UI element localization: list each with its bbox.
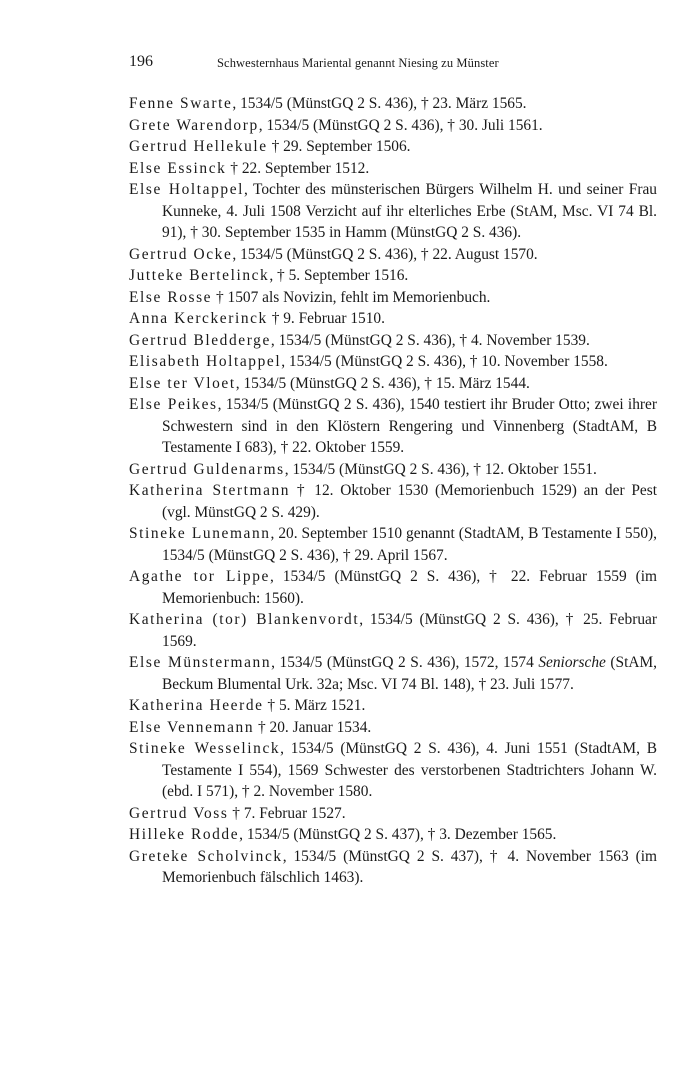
entry-text: † 22. September 1512. [226,159,370,177]
list-item [129,287,657,309]
entry-text: , 1534/5 (MünstGQ 2 S. 436), 4. Juni 1551 (StadtAM, B Testamente I 554), 1569 Schwester des verstorbenen Stadtrichters Johann W. (ebd. I 571), † 2. November 1580. [162,740,657,800]
entry-name: Gertrud Ocke [129,245,233,263]
entry-text: , 1534/5 (MünstGQ 2 S. 436), † 25. Februar 1569. [162,611,657,650]
entry-italic-term: Seniorsche [538,654,606,671]
entry-text: , 1534/5 (MünstGQ 2 S. 436), † 22. Februar 1559 (im Memorienbuch: 1560). [162,568,658,607]
page-header [129,53,569,77]
entry-text: , 1534/5 (MünstGQ 2 S. 436), † 22. August 1570. [232,245,538,263]
list-item [129,480,657,523]
list-item [129,244,657,266]
list-item [129,115,657,137]
entry-name: Else Essinck [129,159,227,177]
list-item [129,523,657,566]
page-number: 196 [129,53,153,70]
entry-name: Agathe tor Lippe [129,568,270,585]
entry-text: , 1534/5 (MünstGQ 2 S. 436), † 4. November 1539. [270,331,590,349]
entry-text: , 1534/5 (MünstGQ 2 S. 437), † 3. Dezember 1565. [239,826,557,843]
entry-name: Gertrud Hellekule [129,138,268,155]
entry-name: Else Vennemann [129,718,255,736]
entry-name: Else Münstermann [129,654,272,671]
entry-name: Katherina Heerde [129,697,264,714]
list-item [129,158,657,180]
entry-text: , 1534/5 (MünstGQ 2 S. 437), † 4. November 1563 (im Memorienbuch fälschlich 1463). [162,847,657,886]
running-title: Schwesternhaus Mariental genannt Niesing zu Münster [217,56,499,70]
entry-text: † 7. Februar 1527. [228,804,346,822]
entry-name: Gertrud Voss [129,804,229,822]
list-item [129,394,657,459]
entry-name: Else Peikes [129,396,218,413]
list-item [129,459,657,481]
entry-name: Gertrud Bledderge [129,331,271,349]
list-item [129,803,657,825]
entry-name: Stineke Lunemann [129,525,271,542]
entry-name: Stineke Wesselinck [129,740,281,757]
entry-name: Greteke Scholvinck [129,847,283,865]
entry-name: Grete Warendorp [129,116,259,134]
entry-name: Anna Kerckerinck [129,310,268,327]
list-item [129,179,657,244]
entry-text: , † 5. September 1516. [269,267,409,284]
entry-name: Katherina (tor) Blankenvordt [129,611,360,628]
entry-text: , Tochter des münsterischen Bürgers Wilhelm H. und seiner Frau Kunneke, 4. Juli 1508 Verzicht auf ihr elterliches Erbe (StAM, Msc. VI 74 Bl. 91), † 30. September 1535 in Hamm (MünstGQ 2 S. 436). [162,181,658,241]
entry-text: , 1534/5 (MünstGQ 2 S. 436), † 12. Oktober 1551. [284,460,597,478]
entry-name: Hilleke Rodde [129,826,240,843]
list-item [129,566,657,609]
entry-name: Else Holtappel [129,181,245,198]
list-item [129,695,657,717]
entry-list [129,93,657,889]
entry-text: , 1534/5 (MünstGQ 2 S. 436), 1572, 1574 [271,654,539,671]
entry-name: Katherina Stertmann [129,482,291,499]
entry-text: , 1534/5 (MünstGQ 2 S. 436), † 23. März 1565. [232,95,527,112]
entry-name: Jutteke Bertelinck [129,267,270,284]
list-item [129,738,657,803]
list-item [129,846,657,889]
entry-text: , 1534/5 (MünstGQ 2 S. 436), 1540 testiert ihr Bruder Otto; zwei ihrer Schwestern sind in den Klöstern Rengering und Vinnenberg (StadtAM, B Testamente I 683), † 22. Oktober 1559. [162,396,657,456]
list-item [129,93,657,115]
entry-name: Fenne Swarte [129,95,233,112]
entry-text: † 1507 als Novizin, fehlt im Memorienbuch. [212,288,491,306]
entry-text: (StAM, Beckum Blumental Urk. 32a; Msc. VI 74 Bl. 148), † 23. Juli 1577. [162,654,658,693]
list-item [129,136,657,158]
list-item [129,308,657,330]
list-item [129,609,657,652]
entry-text: † 20. Januar 1534. [254,718,372,736]
list-item [129,652,657,695]
entry-text: † 12. Oktober 1530 (Memorienbuch 1529) an der Pest (vgl. MünstGQ 2 S. 429). [162,482,657,521]
entry-name: Elisabeth Holtappel [129,353,282,370]
entry-text: , 20. September 1510 genannt (StadtAM, B Testamente I 550), 1534/5 (MünstGQ 2 S. 436), † 29. April 1567. [162,525,657,564]
entry-text: , 1534/5 (MünstGQ 2 S. 436), † 10. November 1558. [281,353,608,370]
list-item [129,265,657,287]
entry-name: Else ter Vloet [129,374,236,392]
entry-text: , 1534/5 (MünstGQ 2 S. 436), † 15. März 1544. [235,374,530,392]
list-item [129,824,657,846]
list-item [129,351,657,373]
entry-text: † 5. März 1521. [263,697,366,714]
entry-name: Else Rosse [129,288,213,306]
entry-name: Gertrud Guldenarms [129,460,285,478]
entry-text: , 1534/5 (MünstGQ 2 S. 436), † 30. Juli 1561. [258,116,543,134]
list-item [129,330,657,352]
list-item [129,373,657,395]
entry-text: † 29. September 1506. [267,138,411,155]
list-item [129,717,657,739]
entry-text: † 9. Februar 1510. [267,310,385,327]
